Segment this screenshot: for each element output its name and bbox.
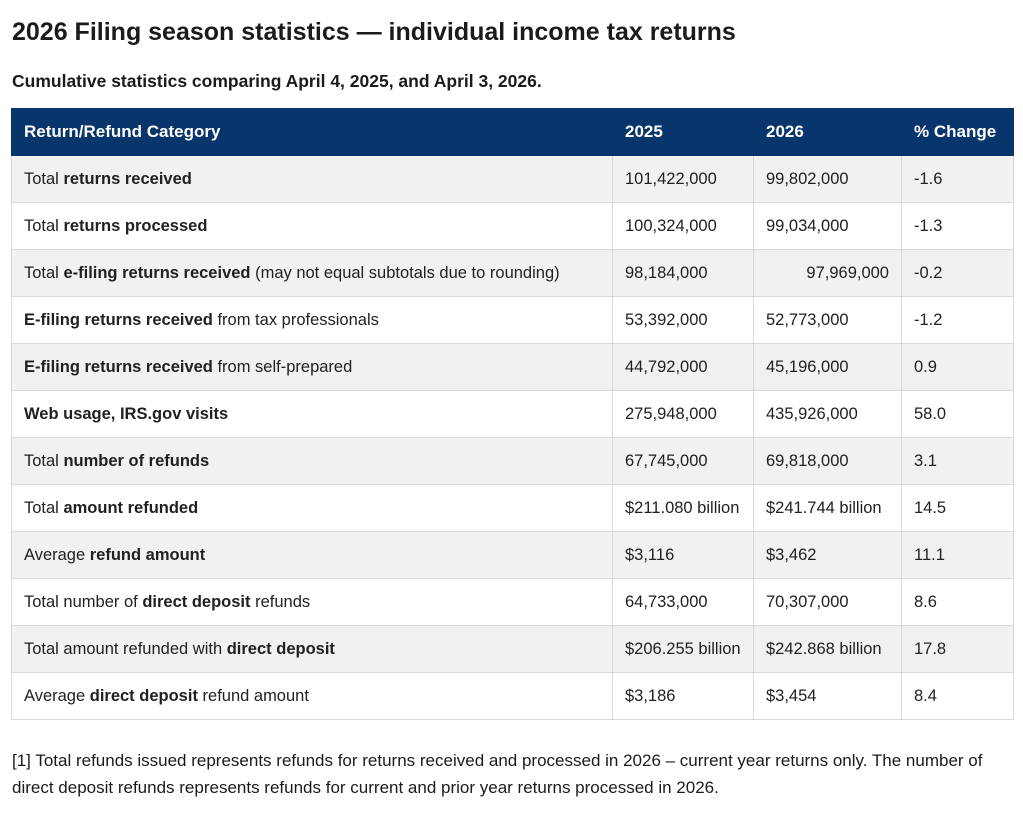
value-2026-cell: 97,969,000 [754, 249, 902, 296]
category-cell: Total number of refunds [12, 437, 613, 484]
category-cell: Web usage, IRS.gov visits [12, 390, 613, 437]
pct-change-cell: 58.0 [902, 390, 1014, 437]
pct-change-cell: 3.1 [902, 437, 1014, 484]
value-2026-cell: $242.868 billion [754, 625, 902, 672]
filing-season-statistics-table [11, 108, 1014, 720]
page-subtitle: Cumulative statistics comparing April 4, 2025, and April 3, 2026. [12, 70, 542, 91]
pct-change-cell: -0.2 [902, 249, 1014, 296]
value-2025-cell: $211.080 billion [613, 484, 754, 531]
pct-change-cell: 0.9 [902, 343, 1014, 390]
value-2026-cell: 99,034,000 [754, 202, 902, 249]
column-header-pct-change: % Change [902, 108, 1014, 155]
column-header-category: Return/Refund Category [12, 108, 613, 155]
page-title: 2026 Filing season statistics — individual income tax returns [12, 18, 736, 46]
pct-change-cell: -1.3 [902, 202, 1014, 249]
category-cell: Average direct deposit refund amount [12, 672, 613, 719]
category-cell: Total amount refunded [12, 484, 613, 531]
table-row [12, 343, 1014, 390]
table-row [12, 390, 1014, 437]
value-2025-cell: $206.255 billion [613, 625, 754, 672]
category-cell: Total number of direct deposit refunds [12, 578, 613, 625]
value-2025-cell: 100,324,000 [613, 202, 754, 249]
category-cell: Total returns received [12, 155, 613, 202]
category-cell: Average refund amount [12, 531, 613, 578]
value-2025-cell: 44,792,000 [613, 343, 754, 390]
column-header-2025: 2025 [613, 108, 754, 155]
value-2025-cell: $3,116 [613, 531, 754, 578]
value-2026-cell: $3,462 [754, 531, 902, 578]
value-2025-cell: $3,186 [613, 672, 754, 719]
value-2026-cell: 45,196,000 [754, 343, 902, 390]
pct-change-cell: 17.8 [902, 625, 1014, 672]
table-row [12, 155, 1014, 202]
table-row [12, 437, 1014, 484]
value-2025-cell: 275,948,000 [613, 390, 754, 437]
pct-change-cell: 14.5 [902, 484, 1014, 531]
value-2026-cell: 99,802,000 [754, 155, 902, 202]
table-row [12, 672, 1014, 719]
value-2026-cell: 435,926,000 [754, 390, 902, 437]
table-row [12, 249, 1014, 296]
value-2025-cell: 67,745,000 [613, 437, 754, 484]
table-row [12, 625, 1014, 672]
value-2026-cell: 70,307,000 [754, 578, 902, 625]
value-2025-cell: 101,422,000 [613, 155, 754, 202]
table-header [12, 108, 1014, 155]
category-cell: E-filing returns received from self-prepared [12, 343, 613, 390]
pct-change-cell: 11.1 [902, 531, 1014, 578]
pct-change-cell: 8.6 [902, 578, 1014, 625]
table-row [12, 296, 1014, 343]
value-2025-cell: 53,392,000 [613, 296, 754, 343]
value-2025-cell: 98,184,000 [613, 249, 754, 296]
column-header-2026: 2026 [754, 108, 902, 155]
pct-change-cell: 8.4 [902, 672, 1014, 719]
value-2026-cell: 69,818,000 [754, 437, 902, 484]
table-row [12, 484, 1014, 531]
category-cell: Total amount refunded with direct deposit [12, 625, 613, 672]
table-row [12, 578, 1014, 625]
category-cell: Total e-filing returns received (may not equal subtotals due to rounding) [12, 249, 613, 296]
pct-change-cell: -1.2 [902, 296, 1014, 343]
value-2025-cell: 64,733,000 [613, 578, 754, 625]
category-cell: Total returns processed [12, 202, 613, 249]
value-2026-cell: $241.744 billion [754, 484, 902, 531]
table-row [12, 531, 1014, 578]
table-row [12, 202, 1014, 249]
value-2026-cell: 52,773,000 [754, 296, 902, 343]
category-cell: E-filing returns received from tax professionals [12, 296, 613, 343]
table-header-row [12, 108, 1014, 155]
table-body [12, 155, 1014, 719]
value-2026-cell: $3,454 [754, 672, 902, 719]
pct-change-cell: -1.6 [902, 155, 1014, 202]
footnote: [1] Total refunds issued represents refunds for returns received and processed in 2026 – current year returns only. The number of direct deposit refunds represents refunds for current and prior year returns processed in 2026. [12, 750, 983, 798]
